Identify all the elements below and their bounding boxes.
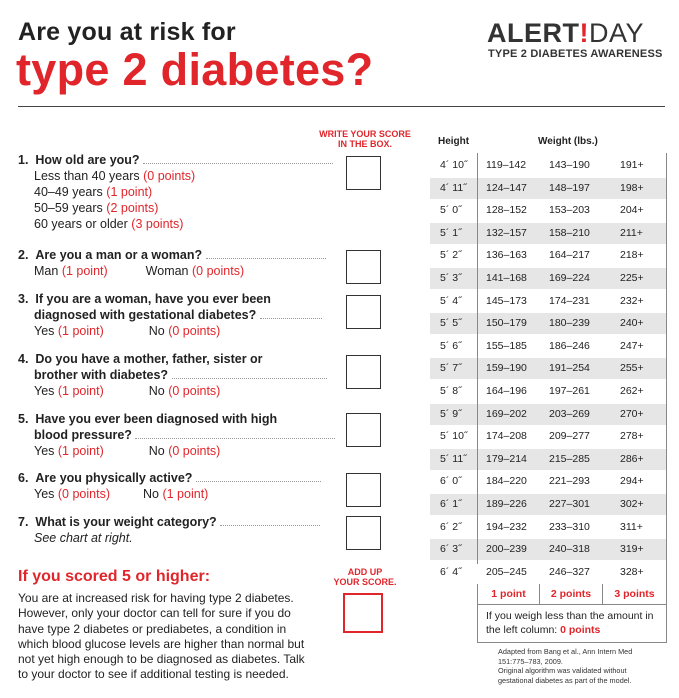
height-cell: 5´ 8˝	[440, 385, 462, 397]
chart-row	[430, 562, 667, 583]
question-7-note: See chart at right.	[34, 531, 133, 545]
chart-row	[430, 336, 667, 357]
alert-day-logo	[487, 18, 644, 49]
weight-cell: 128–152	[486, 204, 527, 217]
question-1	[18, 152, 333, 232]
header-divider	[18, 106, 665, 107]
weight-cell: 232+	[620, 294, 644, 307]
height-cell: 5´ 6˝	[440, 339, 462, 352]
height-cell: 6´ 3˝	[440, 543, 462, 556]
chart-row	[430, 449, 667, 470]
source-line: Original algorithm was validated without	[498, 666, 627, 676]
weight-cell: 174–231	[549, 294, 590, 307]
height-cell: 6´ 1˝	[440, 498, 462, 510]
weight-cell: 270+	[620, 407, 644, 420]
logo-alert: ALERT	[487, 18, 580, 48]
weight-cell: 184–220	[486, 475, 527, 488]
weight-cell: 179–214	[486, 452, 527, 465]
question-5-text: 5. Have you ever been diagnosed with high	[18, 412, 278, 426]
height-cell: 4´ 10˝	[440, 159, 468, 171]
weight-cell: 169–224	[549, 272, 590, 284]
chart-row	[430, 539, 667, 560]
question-4-text-2: brother with diabetes?	[18, 367, 327, 383]
chart-row	[430, 358, 667, 379]
result-heading: If you scored 5 or higher:	[18, 568, 211, 585]
weight-cell: 200–239	[486, 543, 527, 556]
weight-cell: 143–190	[549, 159, 590, 171]
weight-cell: 225+	[620, 272, 644, 284]
weight-cell: 319+	[620, 543, 644, 556]
question-3-text-2: diagnosed with gestational diabetes?	[18, 307, 322, 323]
write-score-heading	[305, 129, 425, 149]
weight-cell: 240+	[620, 317, 644, 330]
height-cell: 6´ 0˝	[440, 475, 462, 488]
height-cell: 4´ 11˝	[440, 181, 467, 194]
answer-row: Yes (1 point) No (0 points)	[34, 324, 221, 338]
answer-row: Yes (0 points) No (1 point)	[34, 487, 209, 501]
question-2-text: 2. Are you a man or a woman?	[18, 247, 326, 263]
answer-row: Yes (1 point) No (0 points)	[34, 444, 221, 458]
height-cell: 5´ 5˝	[440, 317, 462, 330]
weight-cell: 132–157	[486, 226, 527, 239]
answer-option: 40–49 years (1 point)	[34, 185, 153, 199]
add-up-heading	[305, 567, 425, 587]
logo-day: DAY	[589, 18, 645, 48]
answer-row: Yes (1 point) No (0 points)	[34, 384, 221, 398]
weight-cell: 246–327	[549, 565, 590, 578]
weight-cell: 145–173	[486, 294, 527, 307]
chart-row	[430, 223, 667, 244]
weight-cell: 124–147	[486, 181, 527, 194]
logo-subtitle: TYPE 2 DIABETES AWARENESS	[488, 48, 663, 60]
height-cell: 5´ 2˝	[440, 249, 462, 262]
weight-cell: 198+	[620, 181, 644, 194]
source-line: Adapted from Bang et al., Ann Intern Med	[498, 647, 633, 656]
zero-points-label: 0 points	[560, 624, 601, 636]
score-box-3[interactable]	[346, 295, 381, 329]
height-cell: 5´ 7˝	[440, 362, 462, 375]
chart-divider	[477, 153, 478, 564]
chart-row	[430, 178, 667, 199]
weight-cell: 141–168	[486, 272, 527, 284]
chart-row	[430, 291, 667, 312]
points-cell-2: 2 points	[540, 584, 603, 605]
weight-cell: 247+	[620, 339, 644, 352]
weight-cell: 164–217	[549, 249, 590, 262]
weight-cell: 328+	[620, 565, 644, 578]
question-3	[18, 291, 322, 339]
score-box-5[interactable]	[346, 413, 381, 447]
weight-cell: 240–318	[549, 543, 590, 556]
weight-cell: 294+	[620, 475, 644, 488]
question-6-text: 6. Are you physically active?	[18, 470, 321, 486]
answer-option: 60 years or older (3 points)	[34, 217, 184, 231]
weight-cell: 278+	[620, 430, 644, 443]
chart-row	[430, 517, 667, 538]
weight-cell: 218+	[620, 249, 644, 262]
weight-cell: 215–285	[549, 452, 590, 465]
score-box-4[interactable]	[346, 355, 381, 389]
weight-cell: 204+	[620, 204, 644, 217]
write-score-line-1: WRITE YOUR SCORE	[319, 129, 411, 139]
weight-cell: 286+	[620, 452, 644, 465]
question-4	[18, 351, 327, 399]
weight-cell: 209–277	[549, 430, 590, 443]
title-line-2: type 2 diabetes?	[16, 44, 374, 95]
question-1-text: 1. How old are you?	[18, 152, 333, 168]
score-box-7[interactable]	[346, 516, 381, 550]
logo-bang: !	[579, 18, 589, 48]
add-up-line-1: ADD UP	[347, 567, 383, 577]
height-cell: 5´ 0˝	[440, 204, 462, 217]
points-cell-1: 1 point	[477, 584, 540, 605]
weight-cell: 158–210	[549, 226, 590, 239]
source-line: gestational diabetes as part of the model.	[498, 675, 632, 685]
question-7-text: 7. What is your weight category?	[18, 514, 320, 530]
weight-cell: 153–203	[549, 204, 590, 217]
chart-right-border	[666, 153, 667, 584]
source-citation	[498, 647, 674, 685]
chart-row	[430, 426, 667, 447]
weight-cell: 169–202	[486, 407, 527, 420]
less-weight-note: If you weigh less than the amount in the left column: 0 points	[477, 605, 667, 643]
height-cell: 5´ 1˝	[440, 226, 462, 239]
weight-cell: 150–179	[486, 317, 527, 330]
weight-cell: 186–246	[549, 339, 590, 352]
weight-cell: 205–245	[486, 565, 527, 578]
result-body: You are at increased risk for having type 2 diabetes. However, only your doctor can tell for sure if you do have type 2 diabetes or prediabetes, a condition in which blood glucose levels are higher than normal but not yet high enough to be diagnosed as diabetes. Talk to your doctor to see if additional testing is needed.	[18, 591, 305, 682]
question-2	[18, 247, 326, 279]
question-5-text-2: blood pressure?	[18, 427, 335, 443]
chart-row	[430, 471, 667, 492]
weight-cell: 311+	[620, 520, 643, 533]
height-cell: 6´ 4˝	[440, 565, 462, 578]
chart-row	[430, 404, 667, 425]
height-column-header: Height	[438, 136, 470, 147]
score-box-1[interactable]	[346, 156, 381, 190]
score-box-2[interactable]	[346, 250, 381, 284]
height-cell: 5´ 4˝	[440, 294, 462, 307]
chart-row	[430, 155, 667, 176]
points-cell-3: 3 points	[603, 584, 667, 605]
question-5	[18, 411, 335, 459]
height-cell: 6´ 2˝	[440, 520, 462, 533]
question-4-text: 4. Do you have a mother, father, sister or	[18, 352, 263, 366]
question-6	[18, 470, 321, 502]
weight-cell: 191–254	[549, 362, 590, 375]
weight-column-header: Weight (lbs.)	[538, 136, 598, 147]
weight-cell: 211+	[620, 226, 643, 239]
weight-cell: 203–269	[549, 407, 590, 420]
weight-cell: 197–261	[549, 385, 590, 397]
score-box-6[interactable]	[346, 473, 381, 507]
weight-cell: 194–232	[486, 520, 527, 533]
height-cell: 5´ 3˝	[440, 272, 462, 284]
answer-option: 50–59 years (2 points)	[34, 201, 159, 215]
answer-row: Man (1 point) Woman (0 points)	[34, 264, 245, 278]
chart-row	[430, 313, 667, 334]
weight-cell: 255+	[620, 362, 644, 375]
add-up-line-2: YOUR SCORE.	[333, 577, 397, 587]
weight-cell: 189–226	[486, 498, 527, 510]
weight-cell: 233–310	[549, 520, 590, 533]
height-cell: 5´ 10˝	[440, 430, 468, 443]
weight-cell: 155–185	[486, 339, 527, 352]
weight-cell: 148–197	[549, 181, 590, 194]
weight-cell: 221–293	[549, 475, 590, 488]
question-3-text: 3. If you are a woman, have you ever been	[18, 292, 271, 306]
weight-cell: 174–208	[486, 430, 527, 443]
chart-row	[430, 245, 667, 266]
chart-row	[430, 268, 667, 289]
weight-cell: 164–196	[486, 385, 527, 397]
weight-cell: 227–301	[549, 498, 590, 510]
weight-cell: 136–163	[486, 249, 527, 262]
weight-cell: 191+	[620, 159, 644, 171]
weight-cell: 180–239	[549, 317, 590, 330]
chart-row	[430, 381, 667, 402]
weight-cell: 159–190	[486, 362, 527, 375]
weight-cell: 302+	[620, 498, 644, 510]
source-line: 151:775–783, 2009.	[498, 656, 563, 666]
height-cell: 5´ 11˝	[440, 452, 467, 465]
question-7	[18, 514, 320, 546]
total-score-box[interactable]	[343, 593, 383, 633]
weight-cell: 262+	[620, 385, 644, 397]
answer-option: Less than 40 years (0 points)	[34, 169, 196, 183]
write-score-line-2: IN THE BOX.	[337, 139, 392, 149]
weight-cell: 119–142	[486, 159, 527, 171]
title-line-1: Are you at risk for	[18, 18, 236, 46]
chart-row	[430, 200, 667, 221]
height-cell: 5´ 9˝	[440, 407, 462, 420]
chart-row	[430, 494, 667, 515]
